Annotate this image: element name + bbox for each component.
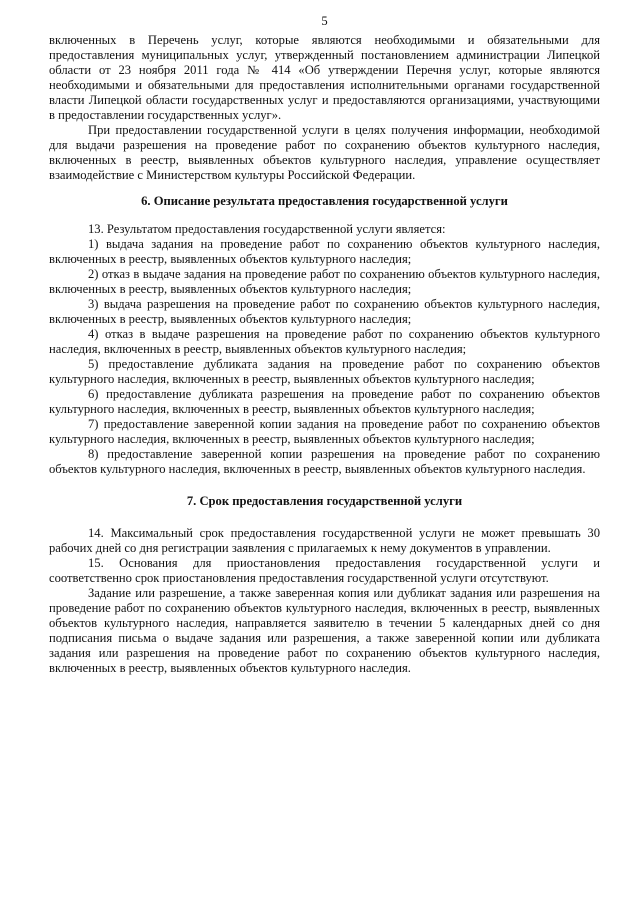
result-item: 7) предоставление заверенной копии задания на проведение работ по сохранению объектов культурного наследия, включенных в реестр, выявленных объектов культурного наследия; [49,417,600,446]
result-item: 5) предоставление дубликата задания на проведение работ по сохранению объектов культурного наследия, включенных в реестр, выявленных объектов культурного наследия; [49,357,600,386]
paragraph-delivery: Задание или разрешение, а также заверенная копия или дубликат задания или разрешения на проведение работ по сохранению объектов культурного наследия, включенных в реестр, выявленных объектов культурного наследия, направляется заявителю в течении 5 календарных дней со дня подписания письма о выдаче задания или разрешения, а также заверенной копии или дубликата задания или разрешения на проведение работ по сохранению объектов культурного наследия, включенных в реестр, выявленных объектов культурного наследия. [49,586,600,675]
page-number: 5 [321,14,328,28]
result-item: 6) предоставление дубликата разрешения на проведение работ по сохранению объектов культурного наследия, включенных в реестр, выявленных объектов культурного наследия; [49,387,600,416]
result-item: 3) выдача разрешения на проведение работ по сохранению объектов культурного наследия, включенных в реестр, выявленных объектов культурного наследия; [49,297,600,326]
section-7-heading: 7. Срок предоставления государственной услуги [186,494,463,508]
result-item: 2) отказ в выдаче задания на проведение работ по сохранению объектов культурного наследия, включенных в реестр, выявленных объектов культурного наследия; [49,267,600,296]
clause-13-intro: 13. Результатом предоставления государственной услуги является: [88,222,446,236]
clause-15: 15. Основания для приостановления предоставления государственной услуги и соответственно срок приостановления предоставления государственной услуги отсутствуют. [49,556,600,585]
paragraph-interaction: При предоставлении государственной услуги в целях получения информации, необходимой для выдачи разрешения на проведение работ по сохранению объектов культурного наследия, включенных в реестр, выявленных объектов культурного наследия, управление осуществляет взаимодействие с Министерством культуры Российской Федерации. [49,123,600,182]
clause-14: 14. Максимальный срок предоставления государственной услуги не может превышать 30 рабочих дней со дня регистрации заявления с прилагаемых к нему документов в управлении. [49,526,600,555]
result-item: 1) выдача задания на проведение работ по сохранению объектов культурного наследия, включенных в реестр, выявленных объектов культурного наследия; [49,237,600,266]
result-item: 8) предоставление заверенной копии разрешения на проведение работ по сохранению объектов культурного наследия, включенных в реестр, выявленных объектов культурного наследия. [49,447,600,476]
section-6-heading: 6. Описание результата предоставления государственной услуги [141,194,508,208]
result-item: 4) отказ в выдаче разрешения на проведение работ по сохранению объектов культурного наследия, включенных в реестр, выявленных объектов культурного наследия; [49,327,600,356]
paragraph-continuation: включенных в Перечень услуг, которые являются необходимыми и обязательными для предоставления муниципальных услуг, утвержденный постановлением администрации Липецкой области от 23 ноября 2011 года № 414 «Об утверждении Перечня услуг, которые являются необходимыми и обязательными для предоставления исполнительными органами государственной власти Липецкой области государственных услуг и предоставляются организациями, участвующими в предоставлении государственных услуг». [49,33,600,122]
